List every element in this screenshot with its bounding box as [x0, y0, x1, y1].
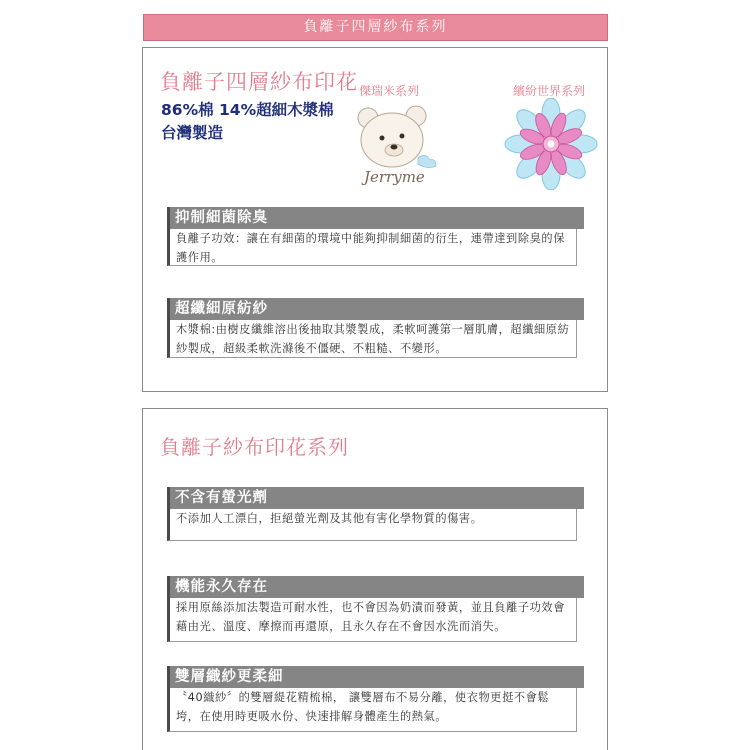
feature-title: 超纖細原紡紗: [167, 298, 584, 320]
series-label-jerryme: 傑瑞米系列: [359, 84, 420, 98]
material-composition: 86%棉 14%超細木漿棉: [161, 101, 334, 119]
feature-title: 機能永久存在: [167, 576, 584, 598]
feature-description: 〝40織紗〞的雙層緹花精梳棉， 讓雙層布不易分離，使衣物更挺不會鬆垮，在使用時更吸水份、快速排解身體產生的熱氣。: [167, 688, 577, 732]
panel-title: 負離子紗布印花系列: [160, 435, 349, 459]
feature-title: 抑制細菌除臭: [167, 207, 584, 229]
feature-description: 不添加人工漂白，拒絕螢光劑及其他有害化學物質的傷害。: [167, 509, 577, 541]
origin-label: 台灣製造: [161, 124, 224, 142]
feature-permanent-function: [167, 576, 584, 642]
jerryme-logo-text: Jerryme: [364, 168, 425, 186]
feature-title: 不含有螢光劑: [167, 487, 584, 509]
product-panel-gauze-print: [142, 408, 608, 750]
feature-description: 負離子功效：讓在有細菌的環境中能夠抑制細菌的衍生，連帶達到除臭的保護作用。: [167, 229, 577, 266]
flower-illustration-icon: [499, 98, 603, 190]
header-banner: 負離子四層紗布系列: [143, 14, 608, 41]
feature-ultrafine-yarn: [167, 298, 584, 358]
feature-double-layer-soft: [167, 666, 584, 732]
feature-antibacterial: [167, 207, 584, 266]
panel-title: 負離子四層紗布印花: [160, 70, 358, 94]
feature-description: 採用原絲添加法製造可耐水性，也不會因為奶漬而發黃，並且負離子功效會藉由光、溫度、摩擦而再還原，且永久存在不會因水洗而消失。: [167, 598, 577, 642]
feature-title: 雙層織紗更柔細: [167, 666, 584, 688]
bear-illustration-icon: [346, 100, 446, 192]
feature-description: 木漿棉:由樹皮纖維溶出後抽取其漿製成，柔軟呵護第一層肌膚，超纖細原紡紗製成，超級柔軟洗滌後不僵硬、不粗糙、不變形。: [167, 320, 577, 358]
series-label-colorful-world: 繽紛世界系列: [513, 84, 586, 98]
feature-no-fluorescent: [167, 487, 584, 541]
product-panel-four-layer: [142, 47, 608, 392]
